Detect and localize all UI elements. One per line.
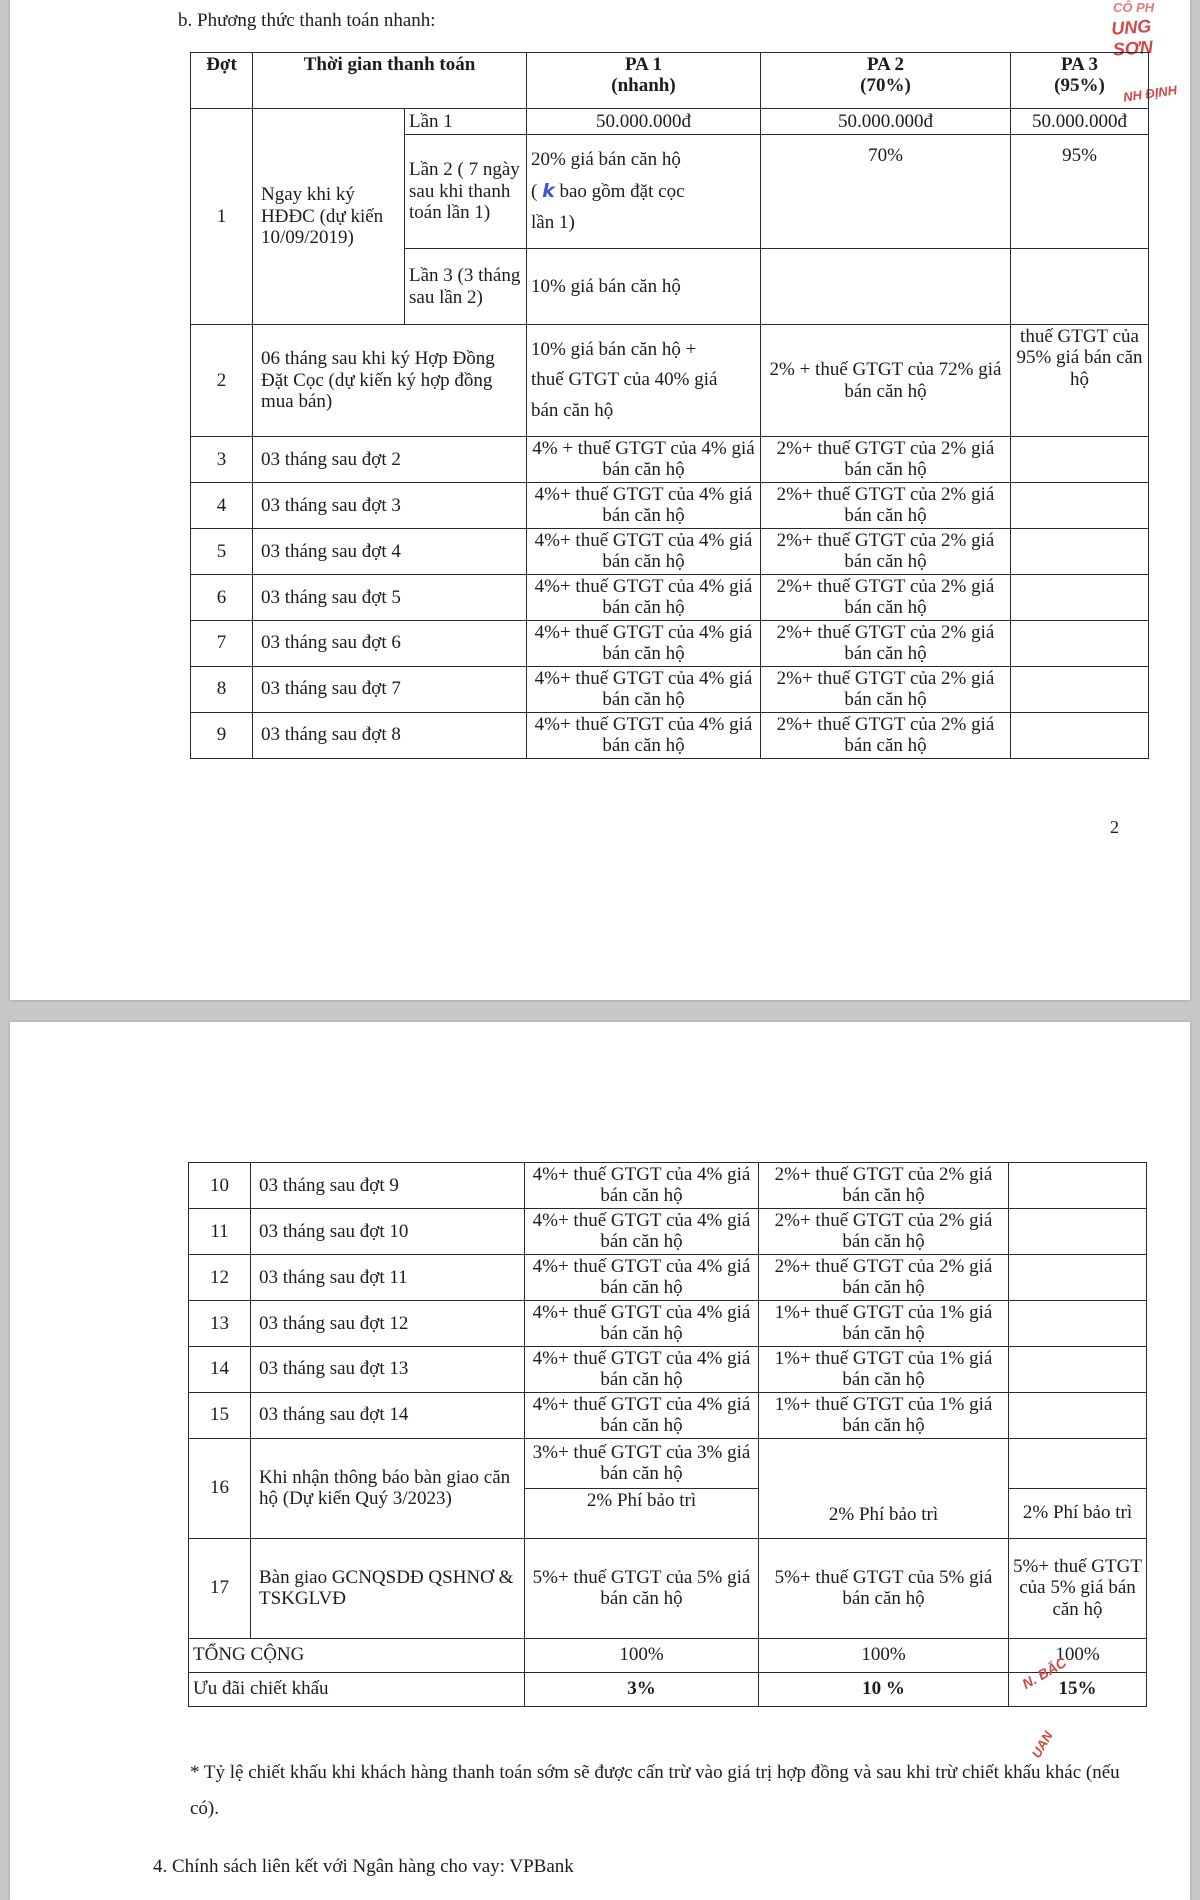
table-row (191, 666, 1149, 712)
table-row (189, 1300, 1147, 1346)
dot-cell: 2 (191, 325, 253, 437)
stamp-fragment: CÔ PH (1113, 0, 1155, 15)
dot-cell: 10 (189, 1163, 251, 1209)
dot-cell: 5 (191, 528, 253, 574)
table-row (191, 482, 1149, 528)
pa3-cell (1011, 574, 1149, 620)
header-pa1 (527, 53, 761, 109)
time-cell: 03 tháng sau đợt 11 (251, 1254, 525, 1300)
pa1-cell: 10% giá bán căn hộ (527, 249, 761, 325)
pa3-cell (1011, 482, 1149, 528)
table-row (189, 1438, 1147, 1488)
section-4-heading: 4. Chính sách liên kết với Ngân hàng cho vay: VPBank (153, 1856, 574, 1877)
pa2-cell: 2%+ thuế GTGT của 2% giá bán căn hộ (761, 437, 1011, 483)
pa1-cell: 4%+ thuế GTGT của 4% giá bán căn hộ (527, 528, 761, 574)
pa2-cell: 2%+ thuế GTGT của 2% giá bán căn hộ (761, 574, 1011, 620)
dot-cell: 7 (191, 620, 253, 666)
discount-row (189, 1672, 1147, 1706)
pa3-cell (1009, 1163, 1147, 1209)
dot-cell: 17 (189, 1538, 251, 1638)
header-pa2-sub: (70%) (860, 75, 911, 97)
pa1-cell: 4%+ thuế GTGT của 4% giá bán căn hộ (525, 1346, 759, 1392)
time-cell: 03 tháng sau đợt 7 (253, 666, 527, 712)
discount-pa1: 3% (525, 1672, 759, 1706)
pa2-cell: 2%+ thuế GTGT của 2% giá bán căn hộ (759, 1163, 1009, 1209)
table-row (191, 712, 1149, 758)
pa1-cell: 2% Phí bảo trì (525, 1488, 759, 1538)
pa1-cell: 4%+ thuế GTGT của 4% giá bán căn hộ (525, 1163, 759, 1209)
pa3-cell (1009, 1254, 1147, 1300)
pa1-cell: 4%+ thuế GTGT của 4% giá bán căn hộ (527, 620, 761, 666)
pa1-line: lần 1) (531, 212, 575, 234)
header-pa1-sub: (nhanh) (611, 75, 676, 97)
pa1-cell (527, 325, 761, 437)
pa1-cell: 5%+ thuế GTGT của 5% giá bán căn hộ (525, 1538, 759, 1638)
stamp-fragment: NH ĐỊNH (1122, 82, 1178, 105)
header-pa3-sub: (95%) (1054, 75, 1105, 97)
table-row (191, 528, 1149, 574)
time-cell: 03 tháng sau đợt 5 (253, 574, 527, 620)
time-cell: 03 tháng sau đợt 4 (253, 528, 527, 574)
pa3-cell: 5%+ thuế GTGT của 5% giá bán căn hộ (1009, 1538, 1147, 1638)
header-dot: Đợt (191, 53, 253, 109)
regular-rows (191, 437, 1149, 759)
pa2-cell: 1%+ thuế GTGT của 1% giá bán căn hộ (759, 1346, 1009, 1392)
table-row (189, 1254, 1147, 1300)
payment-table-part-1 (190, 52, 1149, 759)
table-row (191, 325, 1149, 437)
pa2-cell: 1%+ thuế GTGT của 1% giá bán căn hộ (759, 1300, 1009, 1346)
pa3-cell: thuế GTGT của 95% giá bán căn hộ (1011, 325, 1149, 437)
pa2-cell: 70% (761, 135, 1011, 249)
header-pa2 (761, 53, 1011, 109)
pa3-cell (1011, 249, 1149, 325)
pa3-cell (1009, 1392, 1147, 1438)
pa1-cell: 3%+ thuế GTGT của 3% giá bán căn hộ (525, 1438, 759, 1488)
header-pa1-title: PA 1 (624, 54, 663, 75)
pa2-cell: 2% + thuế GTGT của 72% giá bán căn hộ (761, 325, 1011, 437)
pa1-bracket: ( (531, 180, 538, 202)
handwritten-mark: k (542, 179, 555, 202)
discount-pa3: 15% (1009, 1672, 1147, 1706)
pa1-text: bao gồm đặt cọc (559, 180, 685, 202)
dot-cell: 14 (189, 1346, 251, 1392)
time-cell: 03 tháng sau đợt 12 (251, 1300, 525, 1346)
pa2-cell: 2%+ thuế GTGT của 2% giá bán căn hộ (761, 620, 1011, 666)
dot-cell: 4 (191, 482, 253, 528)
time-cell: 06 tháng sau khi ký Hợp Đồng Đặt Cọc (dự kiến ký hợp đồng mua bán) (253, 325, 527, 437)
time-cell: 03 tháng sau đợt 10 (251, 1208, 525, 1254)
pa1-line: thuế GTGT của 40% giá (531, 369, 718, 391)
total-pa2: 100% (759, 1638, 1009, 1672)
table-row (189, 1538, 1147, 1638)
pa1-line: 10% giá bán căn hộ + (531, 338, 697, 360)
pa2-cell: 2%+ thuế GTGT của 2% giá bán căn hộ (759, 1254, 1009, 1300)
total-pa3: 100% (1009, 1638, 1147, 1672)
pa3-cell: 95% (1011, 135, 1149, 249)
pa2-cell: 2%+ thuế GTGT của 2% giá bán căn hộ (759, 1208, 1009, 1254)
pa1-cell: 4% + thuế GTGT của 4% giá bán căn hộ (527, 437, 761, 483)
table-row (189, 1392, 1147, 1438)
table-row (191, 620, 1149, 666)
table-row (191, 109, 1149, 135)
time-cell: 03 tháng sau đợt 8 (253, 712, 527, 758)
pa1-cell: 4%+ thuế GTGT của 4% giá bán căn hộ (527, 574, 761, 620)
header-pa3 (1011, 53, 1149, 109)
dot-cell: 8 (191, 666, 253, 712)
dot-cell: 15 (189, 1392, 251, 1438)
pa2-cell: 5%+ thuế GTGT của 5% giá bán căn hộ (759, 1538, 1009, 1638)
pa2-cell: 2%+ thuế GTGT của 2% giá bán căn hộ (761, 528, 1011, 574)
pa3-cell (1011, 666, 1149, 712)
pa2-cell: 2%+ thuế GTGT của 2% giá bán căn hộ (761, 666, 1011, 712)
time-cell: 03 tháng sau đợt 9 (251, 1163, 525, 1209)
total-label: TỔNG CỘNG (189, 1638, 525, 1672)
pa3-cell (1009, 1438, 1147, 1488)
sub-time-cell: Lần 2 ( 7 ngày sau khi thanh toán lần 1) (405, 135, 527, 249)
pa1-cell: 50.000.000đ (527, 109, 761, 135)
dot-cell: 1 (191, 109, 253, 325)
dot-cell: 3 (191, 437, 253, 483)
header-pa3-title: PA 3 (1060, 54, 1099, 75)
pa2-cell: 2% Phí bảo trì (759, 1438, 1009, 1538)
pa3-cell: 50.000.000đ (1011, 109, 1149, 135)
section-heading: b. Phương thức thanh toán nhanh: (178, 10, 436, 31)
discount-note: * Tỷ lệ chiết khấu khi khách hàng thanh toán sớm sẽ được cấn trừ vào giá trị hợp đồng và sau khi trừ chiết khấu khác (nếu có). (190, 1762, 1120, 1820)
pa3-cell (1009, 1208, 1147, 1254)
pa1-line: bán căn hộ (531, 399, 614, 421)
pa2-cell: 1%+ thuế GTGT của 1% giá bán căn hộ (759, 1392, 1009, 1438)
header-pa2-title: PA 2 (866, 54, 905, 75)
table-header-row (191, 53, 1149, 109)
pa3-cell (1011, 437, 1149, 483)
payment-table-part-2 (188, 1162, 1147, 1707)
dot-cell: 9 (191, 712, 253, 758)
pa3-cell (1011, 712, 1149, 758)
header-time: Thời gian thanh toán (253, 53, 527, 109)
time-cell: 03 tháng sau đợt 6 (253, 620, 527, 666)
pa3-cell (1009, 1346, 1147, 1392)
stamp-fragment: UAN (1028, 1728, 1056, 1761)
pa3-cell (1009, 1300, 1147, 1346)
pa1-cell (527, 135, 761, 249)
time-cell: 03 tháng sau đợt 14 (251, 1392, 525, 1438)
pa3-cell (1011, 528, 1149, 574)
pa3-cell (1011, 620, 1149, 666)
page-number: 2 (1110, 817, 1119, 837)
pa1-line: 20% giá bán căn hộ (531, 149, 681, 171)
pa2-cell: 2%+ thuế GTGT của 2% giá bán căn hộ (761, 712, 1011, 758)
discount-pa2: 10 % (759, 1672, 1009, 1706)
pa2-cell: 50.000.000đ (761, 109, 1011, 135)
table-row (189, 1208, 1147, 1254)
time-cell: Ngay khi ký HĐĐC (dự kiến 10/09/2019) (253, 109, 405, 325)
total-pa1: 100% (525, 1638, 759, 1672)
sub-time-cell: Lần 1 (405, 109, 527, 135)
pa1-cell: 4%+ thuế GTGT của 4% giá bán căn hộ (527, 482, 761, 528)
pa1-cell: 4%+ thuế GTGT của 4% giá bán căn hộ (527, 712, 761, 758)
time-cell: 03 tháng sau đợt 13 (251, 1346, 525, 1392)
table-row (191, 437, 1149, 483)
dot-cell: 11 (189, 1208, 251, 1254)
pa2-cell (761, 249, 1011, 325)
stamp-fragment: UNG SƠN (1110, 15, 1154, 60)
stamp-fragment: N. BẮC (1019, 1654, 1070, 1692)
sub-time-cell: Lần 3 (3 tháng sau lần 2) (405, 249, 527, 325)
pa1-cell: 4%+ thuế GTGT của 4% giá bán căn hộ (525, 1254, 759, 1300)
time-cell: 03 tháng sau đợt 3 (253, 482, 527, 528)
regular-rows (189, 1163, 1147, 1439)
table-row (189, 1346, 1147, 1392)
dot-cell: 13 (189, 1300, 251, 1346)
time-cell: 03 tháng sau đợt 2 (253, 437, 527, 483)
time-cell: Bàn giao GCNQSDĐ QSHNƠ & TSKGLVĐ (251, 1538, 525, 1638)
pa1-cell: 4%+ thuế GTGT của 4% giá bán căn hộ (527, 666, 761, 712)
pa1-cell: 4%+ thuế GTGT của 4% giá bán căn hộ (525, 1392, 759, 1438)
table-row (191, 574, 1149, 620)
dot-cell: 6 (191, 574, 253, 620)
dot-cell: 12 (189, 1254, 251, 1300)
pa3-cell: 2% Phí bảo trì (1009, 1488, 1147, 1538)
time-cell: Khi nhận thông báo bàn giao căn hộ (Dự kiến Quý 3/2023) (251, 1438, 525, 1538)
pa1-cell: 4%+ thuế GTGT của 4% giá bán căn hộ (525, 1208, 759, 1254)
pa1-line (531, 176, 756, 207)
discount-label: Ưu đãi chiết khấu (189, 1672, 525, 1706)
table-row (189, 1163, 1147, 1209)
document-page-2 (10, 1022, 1190, 1900)
dot-cell: 16 (189, 1438, 251, 1538)
pa2-cell: 2%+ thuế GTGT của 2% giá bán căn hộ (761, 482, 1011, 528)
pa1-cell: 4%+ thuế GTGT của 4% giá bán căn hộ (525, 1300, 759, 1346)
total-row (189, 1638, 1147, 1672)
document-page-1 (10, 0, 1190, 1000)
